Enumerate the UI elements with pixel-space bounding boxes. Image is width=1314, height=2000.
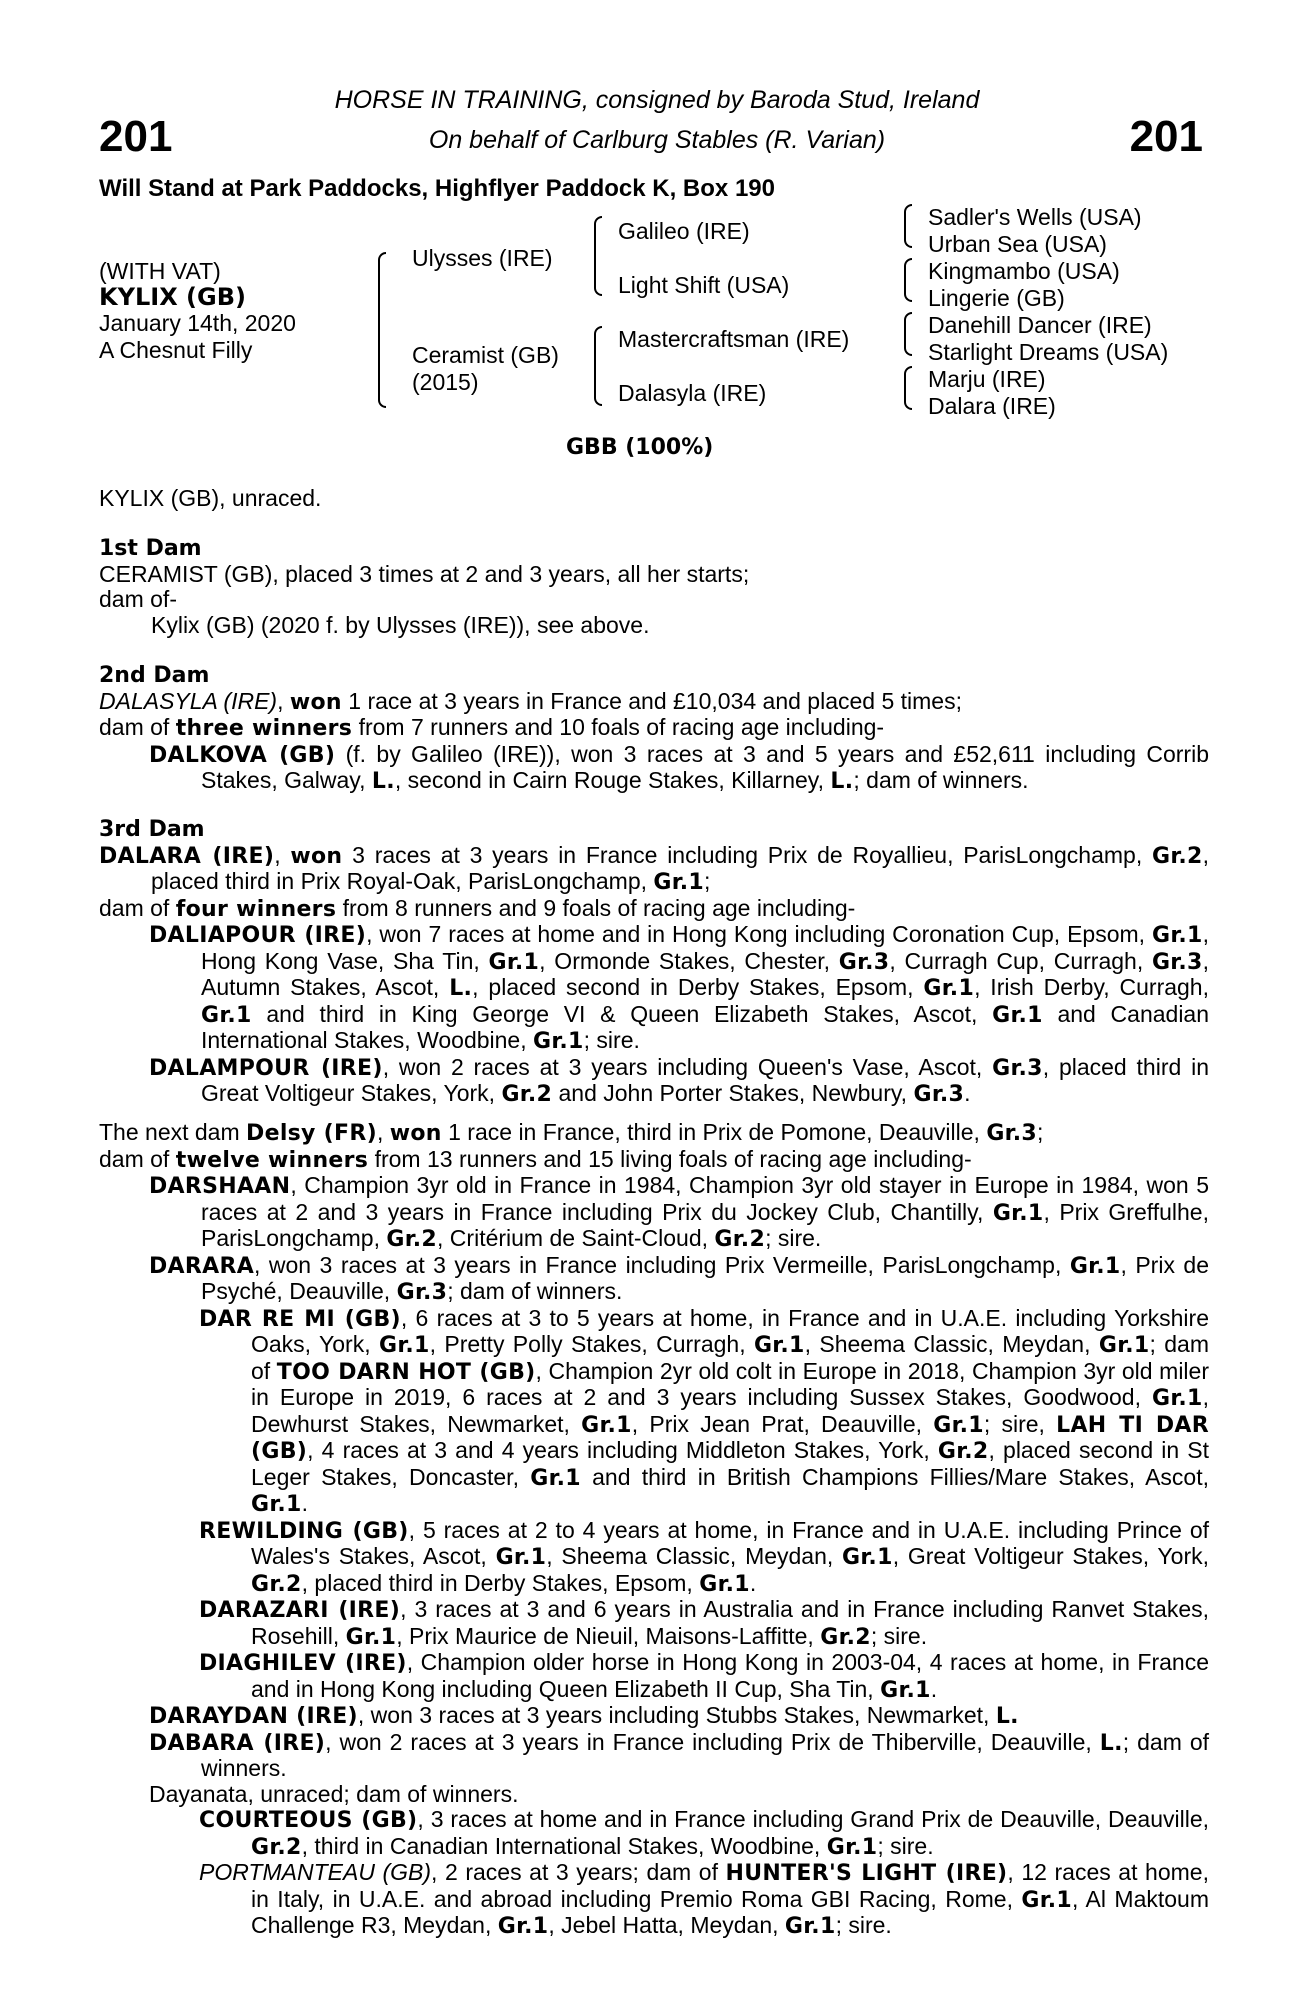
third-dam-dam-of: dam of four winners from 8 runners and 9 foals of racing age including-	[99, 894, 856, 922]
pedigree-sds: Kingmambo (USA)	[928, 258, 1120, 284]
pedigree-brace-dd	[904, 366, 912, 410]
third-dam-heading: 3rd Dam	[99, 817, 205, 842]
pedigree-sire: Ulysses (IRE)	[412, 245, 553, 271]
vat-note: (WITH VAT)	[99, 258, 221, 284]
gbb-rating: GBB (100%)	[566, 435, 714, 460]
produce-dalkova: DALKOVA (GB) (f. by Galileo (IRE)), won 3 races at 3 and 5 years and £52,611 including Corrib Stakes, Galway, L., second in Cairn Rouge Stakes, Killarney, L.; dam of winners.	[149, 740, 1209, 794]
produce-dayanata: Dayanata, unraced; dam of winners.	[149, 1780, 519, 1807]
second-dam-heading: 2nd Dam	[99, 663, 210, 688]
stand-location: Will Stand at Park Paddocks, Highflyer Paddock K, Box 190	[99, 175, 775, 202]
produce-darazari: DARAZARI (IRE), 3 races at 3 and 6 years in Australia and in France including Ranvet Stakes, Rosehill, Gr.1, Prix Maurice de Nieuil, Maisons-Laffitte, Gr.2; sire.	[199, 1596, 1209, 1650]
produce-darshaan: DARSHAAN, Champion 3yr old in France in 1984, Champion 3yr old stayer in Europe in 1984, won 5 races at 2 and 3 years in France including Prix du Jockey Club, Chantilly, Gr.1, Prix Greffulhe, ParisLongchamp, Gr.2, Critérium de Saint-Cloud, Gr.2; sire.	[149, 1172, 1209, 1252]
pedigree-dds: Marju (IRE)	[928, 366, 1046, 392]
second-dam-line: DALASYLA (IRE), won 1 race at 3 years in France and £10,034 and placed 5 times;	[99, 687, 962, 715]
pedigree-brace-main	[378, 252, 386, 408]
pedigree-brace-sd	[904, 258, 912, 302]
next-dam-dam-of: dam of twelve winners from 13 runners and 15 living foals of racing age including-	[99, 1145, 972, 1173]
produce-rewilding: REWILDING (GB), 5 races at 2 to 4 years at home, in France and in U.A.E. including Prince of Wales's Stakes, Ascot, Gr.1, Sheema Classic, Meydan, Gr.1, Great Voltigeur Stakes, York, Gr.2, placed third in Derby Stakes, Epsom, Gr.1.	[199, 1516, 1210, 1597]
pedigree-brace-ss	[904, 204, 912, 248]
second-dam-dam-of: dam of three winners from 7 runners and 10 foals of racing age including-	[99, 714, 885, 741]
pedigree-sd: Light Shift (USA)	[618, 272, 790, 298]
pedigree-ssd: Urban Sea (USA)	[928, 231, 1107, 257]
third-dam-section	[99, 817, 1209, 1108]
header-consignor: HORSE IN TRAINING, consigned by Baroda Stud, Ireland	[334, 86, 980, 114]
pedigree-dam: Ceramist (GB)	[412, 342, 559, 368]
lot-number-right: 201	[1129, 112, 1203, 161]
pedigree-ds: Mastercraftsman (IRE)	[618, 326, 850, 352]
pedigree-dss: Danehill Dancer (IRE)	[928, 312, 1152, 338]
produce-portmanteau: PORTMANTEAU (GB), 2 races at 3 years; dam of HUNTER'S LIGHT (IRE), 12 races at home, in Italy, in U.A.E. and abroad including Premio Roma GBI Racing, Rome, Gr.1, Al Maktoum Challenge R3, Meydan, Gr.1, Jebel Hatta, Meydan, Gr.1; sire.	[199, 1859, 1209, 1939]
produce-daraydan: DARAYDAN (IRE), won 3 races at 3 years including Stubbs Stakes, Newmarket, L.	[149, 1702, 1019, 1729]
pedigree-brace-dam	[594, 326, 602, 406]
horse-description: A Chesnut Filly	[99, 337, 253, 363]
horse-summary: KYLIX (GB), unraced.	[99, 485, 322, 511]
second-dam-section	[99, 663, 1209, 795]
next-dam-line: The next dam Delsy (FR), won 1 race in France, third in Prix de Pomone, Deauville, Gr.3;	[99, 1119, 1044, 1146]
pedigree-dam-year: (2015)	[412, 369, 479, 395]
pedigree-dd: Dalasyla (IRE)	[618, 380, 767, 406]
produce-daliapour: DALIAPOUR (IRE), won 7 races at home and in Hong Kong including Coronation Cup, Epsom, Gr.1, Hong Kong Vase, Sha Tin, Gr.1, Ormonde Stakes, Chester, Gr.3, Curragh Cup, Curragh, Gr.3, Autumn Stakes, Ascot, L., placed second in Derby Stakes, Epsom, Gr.1, Irish Derby, Curragh, Gr.1 and third in King George VI & Queen Elizabeth Stakes, Ascot, Gr.1 and Canadian International Stakes, Woodbine, Gr.1; sire.	[149, 921, 1210, 1054]
pedigree-dsd: Starlight Dreams (USA)	[928, 339, 1169, 365]
header-on-behalf: On behalf of Carlburg Stables (R. Varian)	[428, 126, 886, 154]
pedigree-ss: Galileo (IRE)	[618, 218, 750, 244]
first-dam-dam-of: dam of-	[99, 586, 177, 612]
first-dam-line: CERAMIST (GB), placed 3 times at 2 and 3 years, all her starts;	[99, 560, 750, 587]
next-dam-section	[99, 1120, 1209, 1940]
produce-dalampour: DALAMPOUR (IRE), won 2 races at 3 years including Queen's Vase, Ascot, Gr.3, placed third in Great Voltigeur Stakes, York, Gr.2 and John Porter Stakes, Newbury, Gr.3.	[149, 1053, 1210, 1107]
produce-diaghilev: DIAGHILEV (IRE), Champion older horse in Hong Kong in 2003-04, 4 races at home, in France and in Hong Kong including Queen Elizabeth II Cup, Sha Tin, Gr.1.	[199, 1649, 1209, 1703]
produce-courteous: COURTEOUS (GB), 3 races at home and in France including Grand Prix de Deauville, Deauville, Gr.2, third in Canadian International Stakes, Woodbine, Gr.1; sire.	[199, 1806, 1210, 1860]
produce-dabara: DABARA (IRE), won 2 races at 3 years in France including Prix de Thiberville, Deauville, L.; dam of winners.	[149, 1728, 1209, 1781]
horse-name: KYLIX (GB)	[99, 283, 246, 311]
first-dam-produce: Kylix (GB) (2020 f. by Ulysses (IRE)), see above.	[151, 611, 650, 638]
pedigree-sss: Sadler's Wells (USA)	[928, 204, 1142, 230]
third-dam-line: DALARA (IRE), won 3 races at 3 years in France including Prix de Royallieu, ParisLongchamp, Gr.2, placed third in Prix Royal-Oak, ParisLongchamp, Gr.1;	[99, 841, 1209, 895]
first-dam-heading: 1st Dam	[99, 536, 202, 561]
pedigree-ddd: Dalara (IRE)	[928, 393, 1056, 419]
produce-darara: DARARA, won 3 races at 3 years in France including Prix Vermeille, ParisLongchamp, Gr.1, Prix de Psyché, Deauville, Gr.3; dam of winners.	[149, 1251, 1209, 1305]
horse-dob: January 14th, 2020	[99, 310, 296, 336]
pedigree-brace-sire	[594, 216, 602, 296]
lot-number-left: 201	[99, 112, 173, 161]
pedigree-sdd: Lingerie (GB)	[928, 285, 1065, 311]
produce-dar-re-mi: DAR RE MI (GB), 6 races at 3 to 5 years at home, in France and in U.A.E. including Yorkshire Oaks, York, Gr.1, Pretty Polly Stakes, Curragh, Gr.1, Sheema Classic, Meydan, Gr.1; dam of TOO DARN HOT (GB), Champion 2yr old colt in Europe in 2018, Champion 3yr old miler in Europe in 2019, 6 races at 2 and 3 years including Sussex Stakes, Goodwood, Gr.1, Dewhurst Stakes, Newmarket, Gr.1, Prix Jean Prat, Deauville, Gr.1; sire, LAH TI DAR (GB), 4 races at 3 and 4 years including Middleton Stakes, York, Gr.2, placed second in St Leger Stakes, Doncaster, Gr.1 and third in British Champions Fillies/Mare Stakes, Ascot, Gr.1.	[199, 1304, 1210, 1517]
pedigree-brace-ds	[904, 312, 912, 356]
first-dam-section	[99, 536, 1209, 638]
